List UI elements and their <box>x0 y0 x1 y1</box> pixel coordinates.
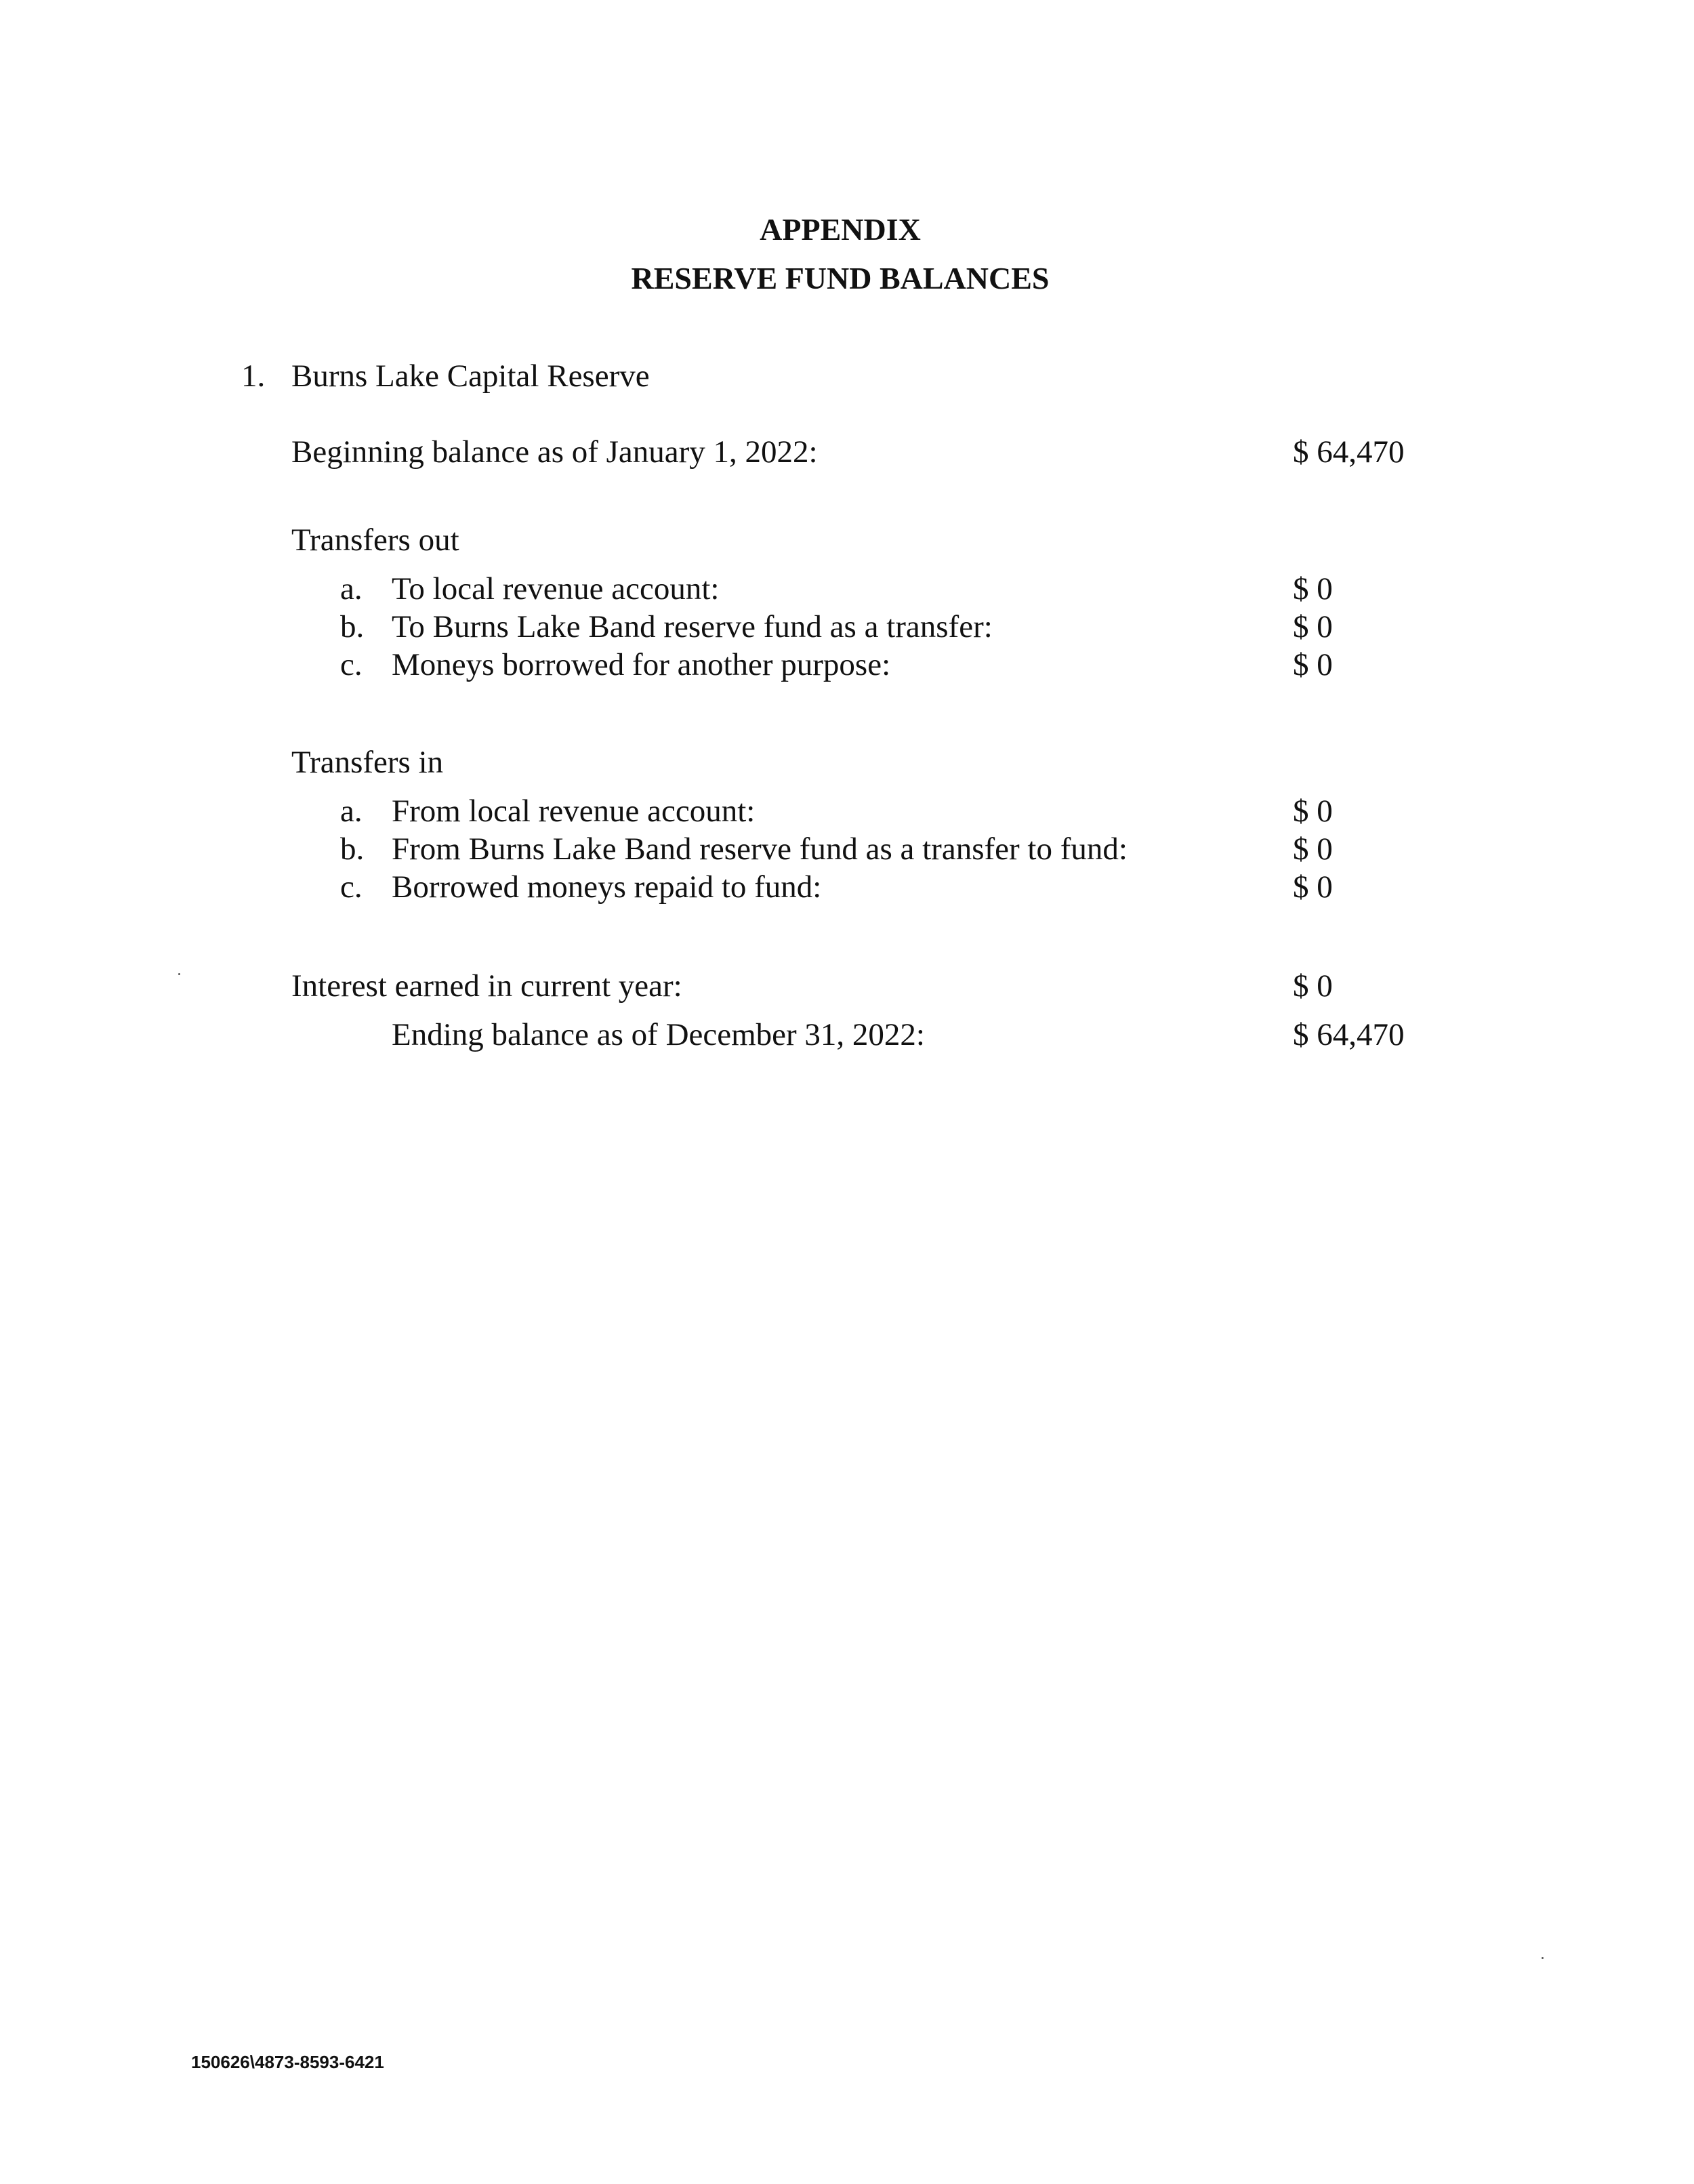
transfer-out-label-a: To local revenue account: <box>392 571 720 606</box>
section-name: Burns Lake Capital Reserve <box>291 358 650 394</box>
scan-speck <box>1542 1957 1544 1959</box>
transfers-out-heading: Transfers out <box>291 522 459 558</box>
transfers-in-heading: Transfers in <box>291 745 444 780</box>
beginning-balance-label: Beginning balance as of January 1, 2022: <box>291 434 818 470</box>
transfer-out-label-b: To Burns Lake Band reserve fund as a transfer: <box>392 609 993 644</box>
transfer-out-amount-c: $ 0 <box>1293 647 1333 682</box>
beginning-balance-amount: $ 64,470 <box>1293 434 1405 470</box>
ending-balance-amount: $ 64,470 <box>1293 1017 1405 1052</box>
page-subtitle: RESERVE FUND BALANCES <box>631 261 1050 295</box>
ending-balance-label: Ending balance as of December 31, 2022: <box>392 1017 925 1052</box>
transfer-in-amount-a: $ 0 <box>1293 794 1333 829</box>
interest-amount: $ 0 <box>1293 968 1333 1004</box>
transfer-out-letter-b: b. <box>340 609 365 644</box>
transfer-in-amount-b: $ 0 <box>1293 831 1333 867</box>
transfer-out-label-c: Moneys borrowed for another purpose: <box>392 647 891 682</box>
document-id-footer: 150626\4873-8593-6421 <box>191 2052 384 2072</box>
scan-speck <box>178 973 180 975</box>
transfer-out-amount-a: $ 0 <box>1293 571 1333 606</box>
transfer-in-label-a: From local revenue account: <box>392 794 756 829</box>
transfer-in-letter-b: b. <box>340 831 365 867</box>
transfer-out-amount-b: $ 0 <box>1293 609 1333 644</box>
page-title: APPENDIX <box>760 212 921 247</box>
transfer-in-letter-c: c. <box>340 869 363 905</box>
interest-label: Interest earned in current year: <box>291 968 682 1004</box>
transfer-out-letter-c: c. <box>340 647 363 682</box>
transfer-in-amount-c: $ 0 <box>1293 869 1333 905</box>
transfer-in-letter-a: a. <box>340 794 363 829</box>
transfer-in-label-c: Borrowed moneys repaid to fund: <box>392 869 822 905</box>
transfer-in-label-b: From Burns Lake Band reserve fund as a transfer to fund: <box>392 831 1128 867</box>
transfer-out-letter-a: a. <box>340 571 363 606</box>
section-number: 1. <box>241 358 266 394</box>
